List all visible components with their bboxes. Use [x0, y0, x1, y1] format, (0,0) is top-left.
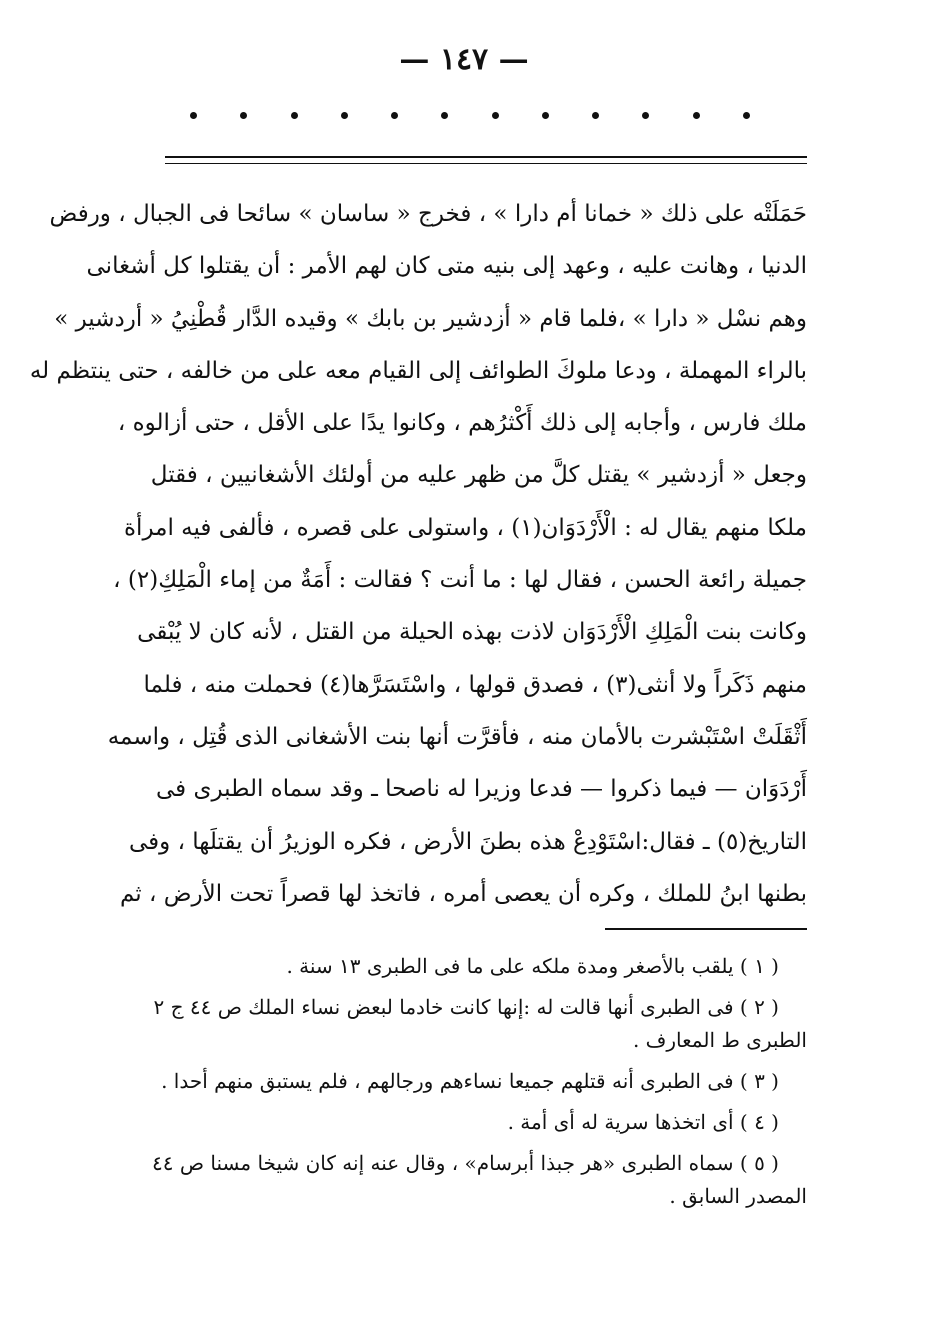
ornament-dot — [743, 112, 750, 119]
ornament-dot — [341, 112, 348, 119]
ornament-dot — [240, 112, 247, 119]
text-line: أَرْدَوَان — فيما ذكروا — فدعا وزيرا له ناصحا ـ وقد سماه الطبرى فى — [155, 776, 807, 803]
text-line: وجعل « أزدشير » يقتل كلَّ من ظهر عليه من أولئك الأشغانيين ، فقتل — [150, 462, 807, 489]
text-line: حَمَلَتْه على ذلك « خمانا أم دارا » ، فخرج « ساسان » سائحا فى الجبال ، ورفض — [49, 201, 807, 227]
main-text — [29, 188, 807, 920]
ornament-dot — [542, 112, 549, 119]
footnotes — [152, 950, 807, 1213]
text-line: الدنيا ، وهانت عليه ، وعهد إلى بنيه متى كان لهم الأمر : أن يقتلوا كل أشغانى — [86, 253, 807, 280]
ornament-dot-row — [190, 112, 750, 119]
header-rule-thin — [165, 163, 807, 164]
text-line: التاريخ(٥) ـ فقال:اسْتَوْدِعْ هذه بطنَ الأرض ، فكره الوزيرُ أن يقتلَها ، وفى — [128, 828, 807, 855]
ornament-dot — [441, 112, 448, 119]
footnote: ( ١ ) يلقب بالأصغر ومدة ملكه على ما فى الطبرى ١٣ سنة . — [286, 954, 779, 978]
ornament-dot — [391, 112, 398, 119]
ornament-dot — [592, 112, 599, 119]
footnote: ( ٥ ) سماه الطبرى «هر جبذا أبرسام» ، وقال عنه إنه كان شيخا مسنا ص ٤٤ — [152, 1151, 779, 1175]
text-line: بطنها ابنُ للملك ، وكره أن يعصى أمره ، فاتخذ لها قصراً تحت الأرض ، ثم — [119, 880, 807, 907]
text-line: ملكا منهم يقال له : الْأَرْدَوَان(١) ، واستولى على قصره ، فألفى فيه امرأة — [124, 514, 807, 541]
text-line: بالراء المهملة ، ودعا ملوكَ الطوائف إلى القيام معه على من خالفه ، حتى ينتظم له — [29, 357, 807, 384]
header-rule — [165, 156, 807, 158]
text-line: منهم ذَكَراً ولا أنثى(٣) ، فصدق قولها ، واسْتَسَرَّها(٤) فحملت منه ، فلما — [143, 671, 807, 698]
text-line: أَثْقَلَتْ اسْتَبْشرت بالأمان منه ، فأقرَّت أنها بنت الأشغانى الذى قُتِل ، واسمه — [107, 723, 807, 750]
page-number: — ١٤٧ — — [399, 42, 529, 77]
text-line: ملك فارس ، وأجابه إلى ذلك أَكْثرُهم ، وكانوا يدًا على الأقل ، حتى أزالوه ، — [117, 410, 807, 437]
footnote: ( ٢ ) فى الطبرى أنها قالت له :إنها كانت خادما لبعض نساء الملك ص ٤٤ ج ٢ — [153, 995, 779, 1019]
text-line: وكانت بنت الْمَلِكِ الْأَرْدَوَان لاذت بهذه الحيلة من القتل ، لأنه كان لا يُبْقى — [137, 619, 807, 646]
footnote-rule — [605, 928, 807, 930]
ornament-dot — [190, 112, 197, 119]
footnote-continuation: المصدر السابق . — [669, 1184, 807, 1208]
ornament-dot — [693, 112, 700, 119]
ornament-dot — [642, 112, 649, 119]
footnote: ( ٣ ) فى الطبرى أنه قتلهم جميعا نساءهم ورجالهم ، فلم يستبق منهم أحدا . — [161, 1069, 779, 1093]
text-line: جميلة رائعة الحسن ، فقال لها : ما أنت ؟ فقالت : أَمَةٌ من إماء الْمَلِكِ(٢) ، — [113, 567, 807, 594]
text-line: وهم نسْل « دارا » ،فلما قام « أزدشير بن بابك » وقيده الدَّار قُطْنِيُ « أردشير » — [54, 305, 807, 332]
footnote: ( ٤ ) أى اتخذها سرية له أى أمة . — [507, 1110, 779, 1134]
ornament-dot — [492, 112, 499, 119]
ornament-dot — [291, 112, 298, 119]
footnote-continuation: الطبرى ط المعارف . — [632, 1028, 807, 1052]
